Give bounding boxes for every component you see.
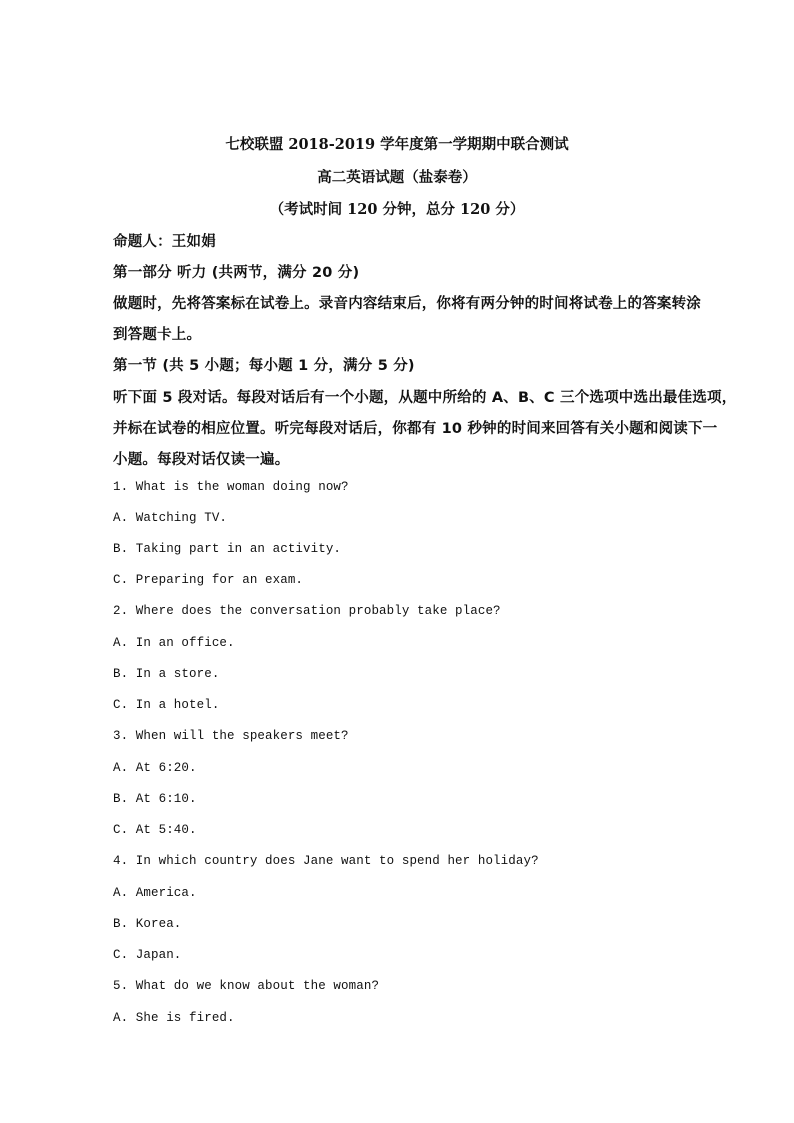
section1-heading: 第一节 (共 5 小题；每小题 1 分，满分 5 分) <box>113 358 415 374</box>
option-text: A. At 6:20. <box>113 761 197 775</box>
section1-instruction: 听下面 5 段对话。每段对话后有一个小题，从题中所给的 A、B、C 三个选项中选出最佳选项， <box>113 390 737 406</box>
option-text: C. Japan. <box>113 948 182 962</box>
part1-heading: 第一部分 听力 (共两节，满分 20 分) <box>113 265 360 281</box>
option-text: C. In a hotel. <box>113 698 220 712</box>
question-text: 3. When will the speakers meet? <box>113 729 349 743</box>
option-text: A. In an office. <box>113 636 235 650</box>
question-text: 5. What do we know about the woman? <box>113 979 380 993</box>
option-text: B. Taking part in an activity. <box>113 542 342 556</box>
exam-subtitle: 高二英语试题（盐泰卷） <box>317 169 477 186</box>
question-text: 1. What is the woman doing now? <box>113 480 349 494</box>
question-text: 2. Where does the conversation probably take place? <box>113 604 501 618</box>
option-text: A. America. <box>113 886 197 900</box>
section1-instruction: 并标在试卷的相应位置。听完每段对话后，你都有 10 秒钟的时间来回答有关小题和阅读下一 <box>113 421 718 437</box>
option-text: B. In a store. <box>113 667 220 681</box>
question-text: 4. In which country does Jane want to spend her holiday? <box>113 854 539 868</box>
author-line: 命题人：王如娟 <box>113 234 216 250</box>
option-text: B. Korea. <box>113 917 182 931</box>
exam-title: 七校联盟 2018-2019 学年度第一学期期中联合测试 <box>225 136 569 153</box>
option-text: A. She is fired. <box>113 1011 235 1025</box>
option-text: C. Preparing for an exam. <box>113 573 304 587</box>
option-text: A. Watching TV. <box>113 511 228 525</box>
option-text: B. At 6:10. <box>113 792 197 806</box>
part1-instruction: 做题时，先将答案标在试卷上。录音内容结束后，你将有两分钟的时间将试卷上的答案转涂 <box>113 296 701 312</box>
part1-instruction: 到答题卡上。 <box>113 327 202 343</box>
exam-info: （考试时间 120 分钟，总分 120 分） <box>269 201 525 218</box>
option-text: C. At 5:40. <box>113 823 197 837</box>
section1-instruction: 小题。每段对话仅读一遍。 <box>113 452 290 468</box>
